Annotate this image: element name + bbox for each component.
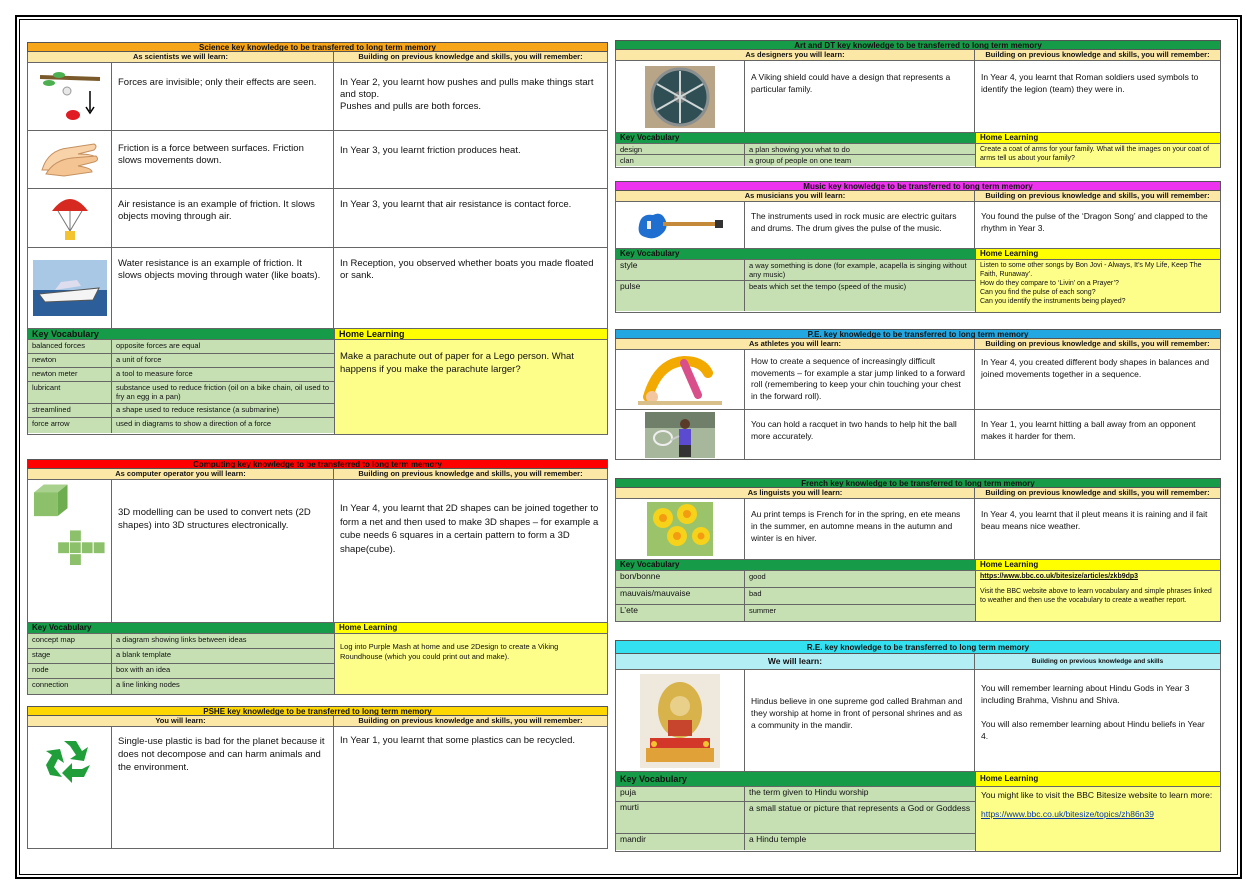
pshe-prev: In Year 1, you learnt that some plastics can be recycled. bbox=[340, 735, 575, 746]
re-section bbox=[615, 640, 1221, 852]
science-vocab-block bbox=[27, 329, 608, 435]
boat-icon bbox=[28, 248, 112, 328]
science-learn-2: Friction is a force between surfaces. Friction slows movements down. bbox=[112, 131, 334, 188]
science-home-text: Make a parachute out of paper for a Lego person. What happens if you make the parachute larger? bbox=[340, 351, 574, 375]
vocab-row: murti a small statue or picture that represents a God or Goddess bbox=[616, 802, 975, 834]
viking-shield-icon bbox=[616, 61, 745, 132]
music-vocab-block bbox=[615, 249, 1221, 313]
re-vocab-table bbox=[616, 772, 975, 851]
art-home-text: Create a coat of arms for your family. What will the images on your coat of arms tell us about your family? bbox=[980, 146, 1210, 162]
music-home-title: Home Learning bbox=[976, 249, 1220, 260]
science-row bbox=[27, 189, 608, 248]
science-prev-1: In Year 2, you learnt how pushes and pulls make things start and stop. Pushes and pulls are both forces. bbox=[340, 77, 594, 112]
vocab-row: concept map a diagram showing links between ideas bbox=[28, 634, 334, 649]
french-home-learning bbox=[975, 560, 1220, 621]
computing-home-title: Home Learning bbox=[335, 623, 607, 634]
french-home-link[interactable]: https://www.bbc.co.uk/bitesize/articles/zkb9dp3 bbox=[980, 573, 1139, 580]
computing-learn: 3D modelling can be used to convert nets (2D shapes) into 3D structures electronically. bbox=[112, 480, 334, 622]
art-vocab-table bbox=[616, 133, 975, 167]
art-row bbox=[615, 61, 1221, 133]
recycle-icon bbox=[28, 727, 112, 848]
vocab-row: stage a blank template bbox=[28, 649, 334, 664]
pe-row bbox=[615, 350, 1221, 410]
re-vocab-block bbox=[615, 772, 1221, 852]
pshe-col1-header: You will learn: bbox=[28, 716, 334, 726]
science-col2-header: Building on previous knowledge and skills, you will remember: bbox=[358, 52, 583, 61]
pe-row bbox=[615, 410, 1221, 460]
art-home-title: Home Learning bbox=[976, 133, 1220, 144]
science-section bbox=[27, 42, 608, 435]
parachute-icon bbox=[28, 189, 112, 247]
re-col2-header: Building on previous knowledge and skills bbox=[1031, 658, 1164, 665]
gymnast-icon bbox=[616, 350, 745, 409]
vocab-row: streamlined a shape used to reduce resistance (a submarine) bbox=[28, 404, 334, 418]
re-row bbox=[615, 670, 1221, 772]
vocab-row: puja the term given to Hindu worship bbox=[616, 787, 975, 802]
re-learn: Hindus believe in one supreme god called Brahman and they worship at home in front of personal shrines and as a community in the mandir. bbox=[745, 670, 975, 771]
electric-guitar-icon bbox=[616, 202, 745, 248]
music-section bbox=[615, 181, 1221, 313]
music-home-learning bbox=[975, 249, 1220, 312]
music-home-text: Listen to some other songs by Bon Jovi - Always, It’s My Life, Keep The Faith, Runaway’. How do they compare to ‘Livin’ on a Prayer’? Can you find the pulse of each song? Can you identify the instruments being played? bbox=[980, 262, 1202, 305]
science-title: Science key knowledge to be transferred to long term memory bbox=[27, 42, 608, 52]
vocab-row: style a way something is done (for example, acapella is singing without any music) bbox=[616, 260, 975, 281]
science-learn-4: Water resistance is an example of friction. It slows objects moving through water (like boats). bbox=[112, 248, 334, 328]
pe-header bbox=[615, 339, 1221, 350]
art-vocab-block bbox=[615, 133, 1221, 168]
vocab-row: design a plan showing you what to do bbox=[616, 144, 975, 155]
re-home-link[interactable]: https://www.bbc.co.uk/bitesize/topics/zh86n39 bbox=[981, 809, 1154, 819]
french-col2-header: Building on previous knowledge and skills, you will remember: bbox=[985, 488, 1210, 497]
science-row bbox=[27, 248, 608, 329]
art-learn: A Viking shield could have a design that represents a particular family. bbox=[745, 61, 975, 132]
music-col1-header: As musicians you will learn: bbox=[616, 191, 975, 201]
vocab-row: force arrow used in diagrams to show a direction of a force bbox=[28, 418, 334, 433]
art-prev: In Year 4, you learnt that Roman soldiers used symbols to identify the legion (team) they were in. bbox=[981, 72, 1199, 94]
vocab-row: clan a group of people on one team bbox=[616, 155, 975, 166]
pe-learn-2: You can hold a racquet in two hands to help hit the ball more accurately. bbox=[745, 410, 975, 459]
re-vocab-title: Key Vocabulary bbox=[616, 772, 975, 787]
art-section bbox=[615, 40, 1221, 168]
re-prev: You will remember learning about Hindu Gods in Year 3 including Brahma, Vishnu and Shiva. You will also remember learning about Hindu beliefs in Year 4. bbox=[981, 683, 1205, 741]
french-section bbox=[615, 478, 1221, 622]
vocab-row: balanced forces opposite forces are equal bbox=[28, 340, 334, 354]
hindu-shrine-icon bbox=[616, 670, 745, 771]
cube-net-icon bbox=[28, 480, 112, 622]
computing-section bbox=[27, 459, 608, 695]
re-home-text: You might like to visit the BBC Bitesize website to learn more: https://www.bbc.co.uk/bitesize/topics/zh86n39 bbox=[976, 787, 1220, 823]
music-header bbox=[615, 191, 1221, 202]
vocab-row: pulse beats which set the tempo (speed of the music) bbox=[616, 281, 975, 311]
vocab-row: lubricant substance used to reduce friction (oil on a bike chain, oil used to fry an egg in a pan) bbox=[28, 382, 334, 404]
racquet-player-icon bbox=[616, 410, 745, 459]
computing-vocab-title: Key Vocabulary bbox=[28, 623, 334, 634]
science-vocab-title: Key Vocabulary bbox=[28, 329, 334, 340]
vocab-row: L’ete summer bbox=[616, 605, 975, 621]
vocab-row: connection a line linking nodes bbox=[28, 679, 334, 694]
french-row bbox=[615, 499, 1221, 560]
science-prev-2: In Year 3, you learnt friction produces heat. bbox=[340, 145, 521, 156]
vocab-row: node box with an idea bbox=[28, 664, 334, 679]
french-vocab-block bbox=[615, 560, 1221, 622]
pshe-learn: Single-use plastic is bad for the planet because it does not decompose and can harm animals and the environment. bbox=[112, 727, 334, 848]
pshe-title: PSHE key knowledge to be transferred to long term memory bbox=[27, 706, 608, 716]
science-learn-3: Air resistance is an example of friction. It slows objects moving through air. bbox=[112, 189, 334, 247]
pe-prev-1: In Year 4, you created different body shapes in balances and joined movements together in a sequence. bbox=[981, 357, 1210, 379]
science-prev-3: In Year 3, you learnt that air resistance is contact force. bbox=[340, 199, 572, 210]
vocab-row: mauvais/mauvaise bad bbox=[616, 588, 975, 605]
computing-home-learning bbox=[334, 623, 607, 694]
re-home-title: Home Learning bbox=[976, 772, 1220, 787]
science-learn-1: Forces are invisible; only their effects are seen. bbox=[112, 63, 334, 130]
science-row bbox=[27, 63, 608, 131]
music-title: Music key knowledge to be transferred to long term memory bbox=[615, 181, 1221, 191]
computing-prev: In Year 4, you learnt that 2D shapes can be joined together to form a net and then used to make 3D shapes – for example a cube needs 6 squares in a certain pattern to form a 3D shape(cube). bbox=[340, 503, 599, 555]
french-title: French key knowledge to be transferred to long term memory bbox=[615, 478, 1221, 488]
art-col2-header: Building on previous knowledge and skills, you will remember: bbox=[985, 50, 1210, 59]
re-home-learning bbox=[975, 772, 1220, 851]
falling-apple-icon bbox=[28, 63, 112, 130]
computing-title: Computing key knowledge to be transferred to long term memory bbox=[27, 459, 608, 469]
french-header bbox=[615, 488, 1221, 499]
daffodils-icon bbox=[616, 499, 745, 559]
pshe-header bbox=[27, 716, 608, 727]
vocab-row: bon/bonne good bbox=[616, 571, 975, 588]
computing-col1-header: As computer operator you will learn: bbox=[28, 469, 334, 479]
art-home-learning bbox=[975, 133, 1220, 167]
pe-section bbox=[615, 329, 1221, 460]
re-col1-header: We will learn: bbox=[616, 654, 975, 669]
art-col1-header: As designers you will learn: bbox=[616, 50, 975, 60]
music-prev: You found the pulse of the ‘Dragon Song’ and clapped to the rhythm in Year 3. bbox=[981, 211, 1208, 233]
vocab-row: newton meter a tool to measure force bbox=[28, 368, 334, 382]
art-vocab-title: Key Vocabulary bbox=[616, 133, 975, 144]
rubbing-hands-icon bbox=[28, 131, 112, 188]
science-header bbox=[27, 52, 608, 63]
re-header bbox=[615, 654, 1221, 670]
music-learn: The instruments used in rock music are electric guitars and drums. The drum gives the pulse of the music. bbox=[745, 202, 975, 248]
french-learn: Au print temps is French for in the spring, en ete means in the summer, en automne means in the autumn and winter is en hiver. bbox=[745, 499, 975, 559]
music-vocab-title: Key Vocabulary bbox=[616, 249, 975, 260]
vocab-row: mandir a Hindu temple bbox=[616, 834, 975, 850]
science-col1-header: As scientists we will learn: bbox=[28, 52, 334, 62]
science-prev-4: In Reception, you observed whether boats you made floated or sank. bbox=[340, 258, 594, 281]
french-vocab-table bbox=[616, 560, 975, 621]
pe-col2-header: Building on previous knowledge and skills, you will remember: bbox=[985, 339, 1210, 348]
computing-vocab-table bbox=[28, 623, 334, 694]
pe-prev-2: In Year 1, you learnt hitting a ball away from an opponent makes it harder for them. bbox=[981, 419, 1196, 441]
re-title: R.E. key knowledge to be transferred to long term memory bbox=[615, 640, 1221, 654]
french-col1-header: As linguists you will learn: bbox=[616, 488, 975, 498]
music-row bbox=[615, 202, 1221, 249]
pshe-section bbox=[27, 706, 608, 849]
computing-col2-header: Building on previous knowledge and skills, you will remember: bbox=[358, 469, 583, 478]
computing-header bbox=[27, 469, 608, 480]
pshe-row bbox=[27, 727, 608, 849]
music-col2-header: Building on previous knowledge and skills, you will remember: bbox=[985, 191, 1210, 200]
art-title: Art and DT key knowledge to be transferred to long term memory bbox=[615, 40, 1221, 50]
pe-title: P.E. key knowledge to be transferred to long term memory bbox=[615, 329, 1221, 339]
computing-vocab-block bbox=[27, 623, 608, 695]
french-home-text: https://www.bbc.co.uk/bitesize/articles/zkb9dp3 Visit the BBC website above to learn vocabulary and simple phrases linked to weather and then use the vocabulary to create a weather report. bbox=[976, 571, 1220, 606]
pshe-col2-header: Building on previous knowledge and skills, you will remember: bbox=[358, 716, 583, 725]
computing-home-text: Log into Purple Mash at home and use 2Design to create a Viking Roundhouse (which you could print out and make). bbox=[340, 642, 559, 661]
french-prev: In Year 4, you learnt that il pleut means it is raining and il fait beau means nice weather. bbox=[981, 509, 1208, 531]
pe-learn-1: How to create a sequence of increasingly difficult movements – for example a star jump linked to a forward roll (remembering to keep your chin touching your chest in the forward roll). bbox=[745, 350, 975, 409]
music-vocab-table bbox=[616, 249, 975, 312]
pe-col1-header: As athletes you will learn: bbox=[616, 339, 975, 349]
art-header bbox=[615, 50, 1221, 61]
science-row bbox=[27, 131, 608, 189]
science-home-title: Home Learning bbox=[335, 329, 607, 340]
science-home-learning bbox=[334, 329, 607, 434]
french-home-title: Home Learning bbox=[976, 560, 1220, 571]
science-vocab-table bbox=[28, 329, 334, 434]
vocab-row: newton a unit of force bbox=[28, 354, 334, 368]
computing-row bbox=[27, 480, 608, 623]
french-vocab-title: Key Vocabulary bbox=[616, 560, 975, 571]
